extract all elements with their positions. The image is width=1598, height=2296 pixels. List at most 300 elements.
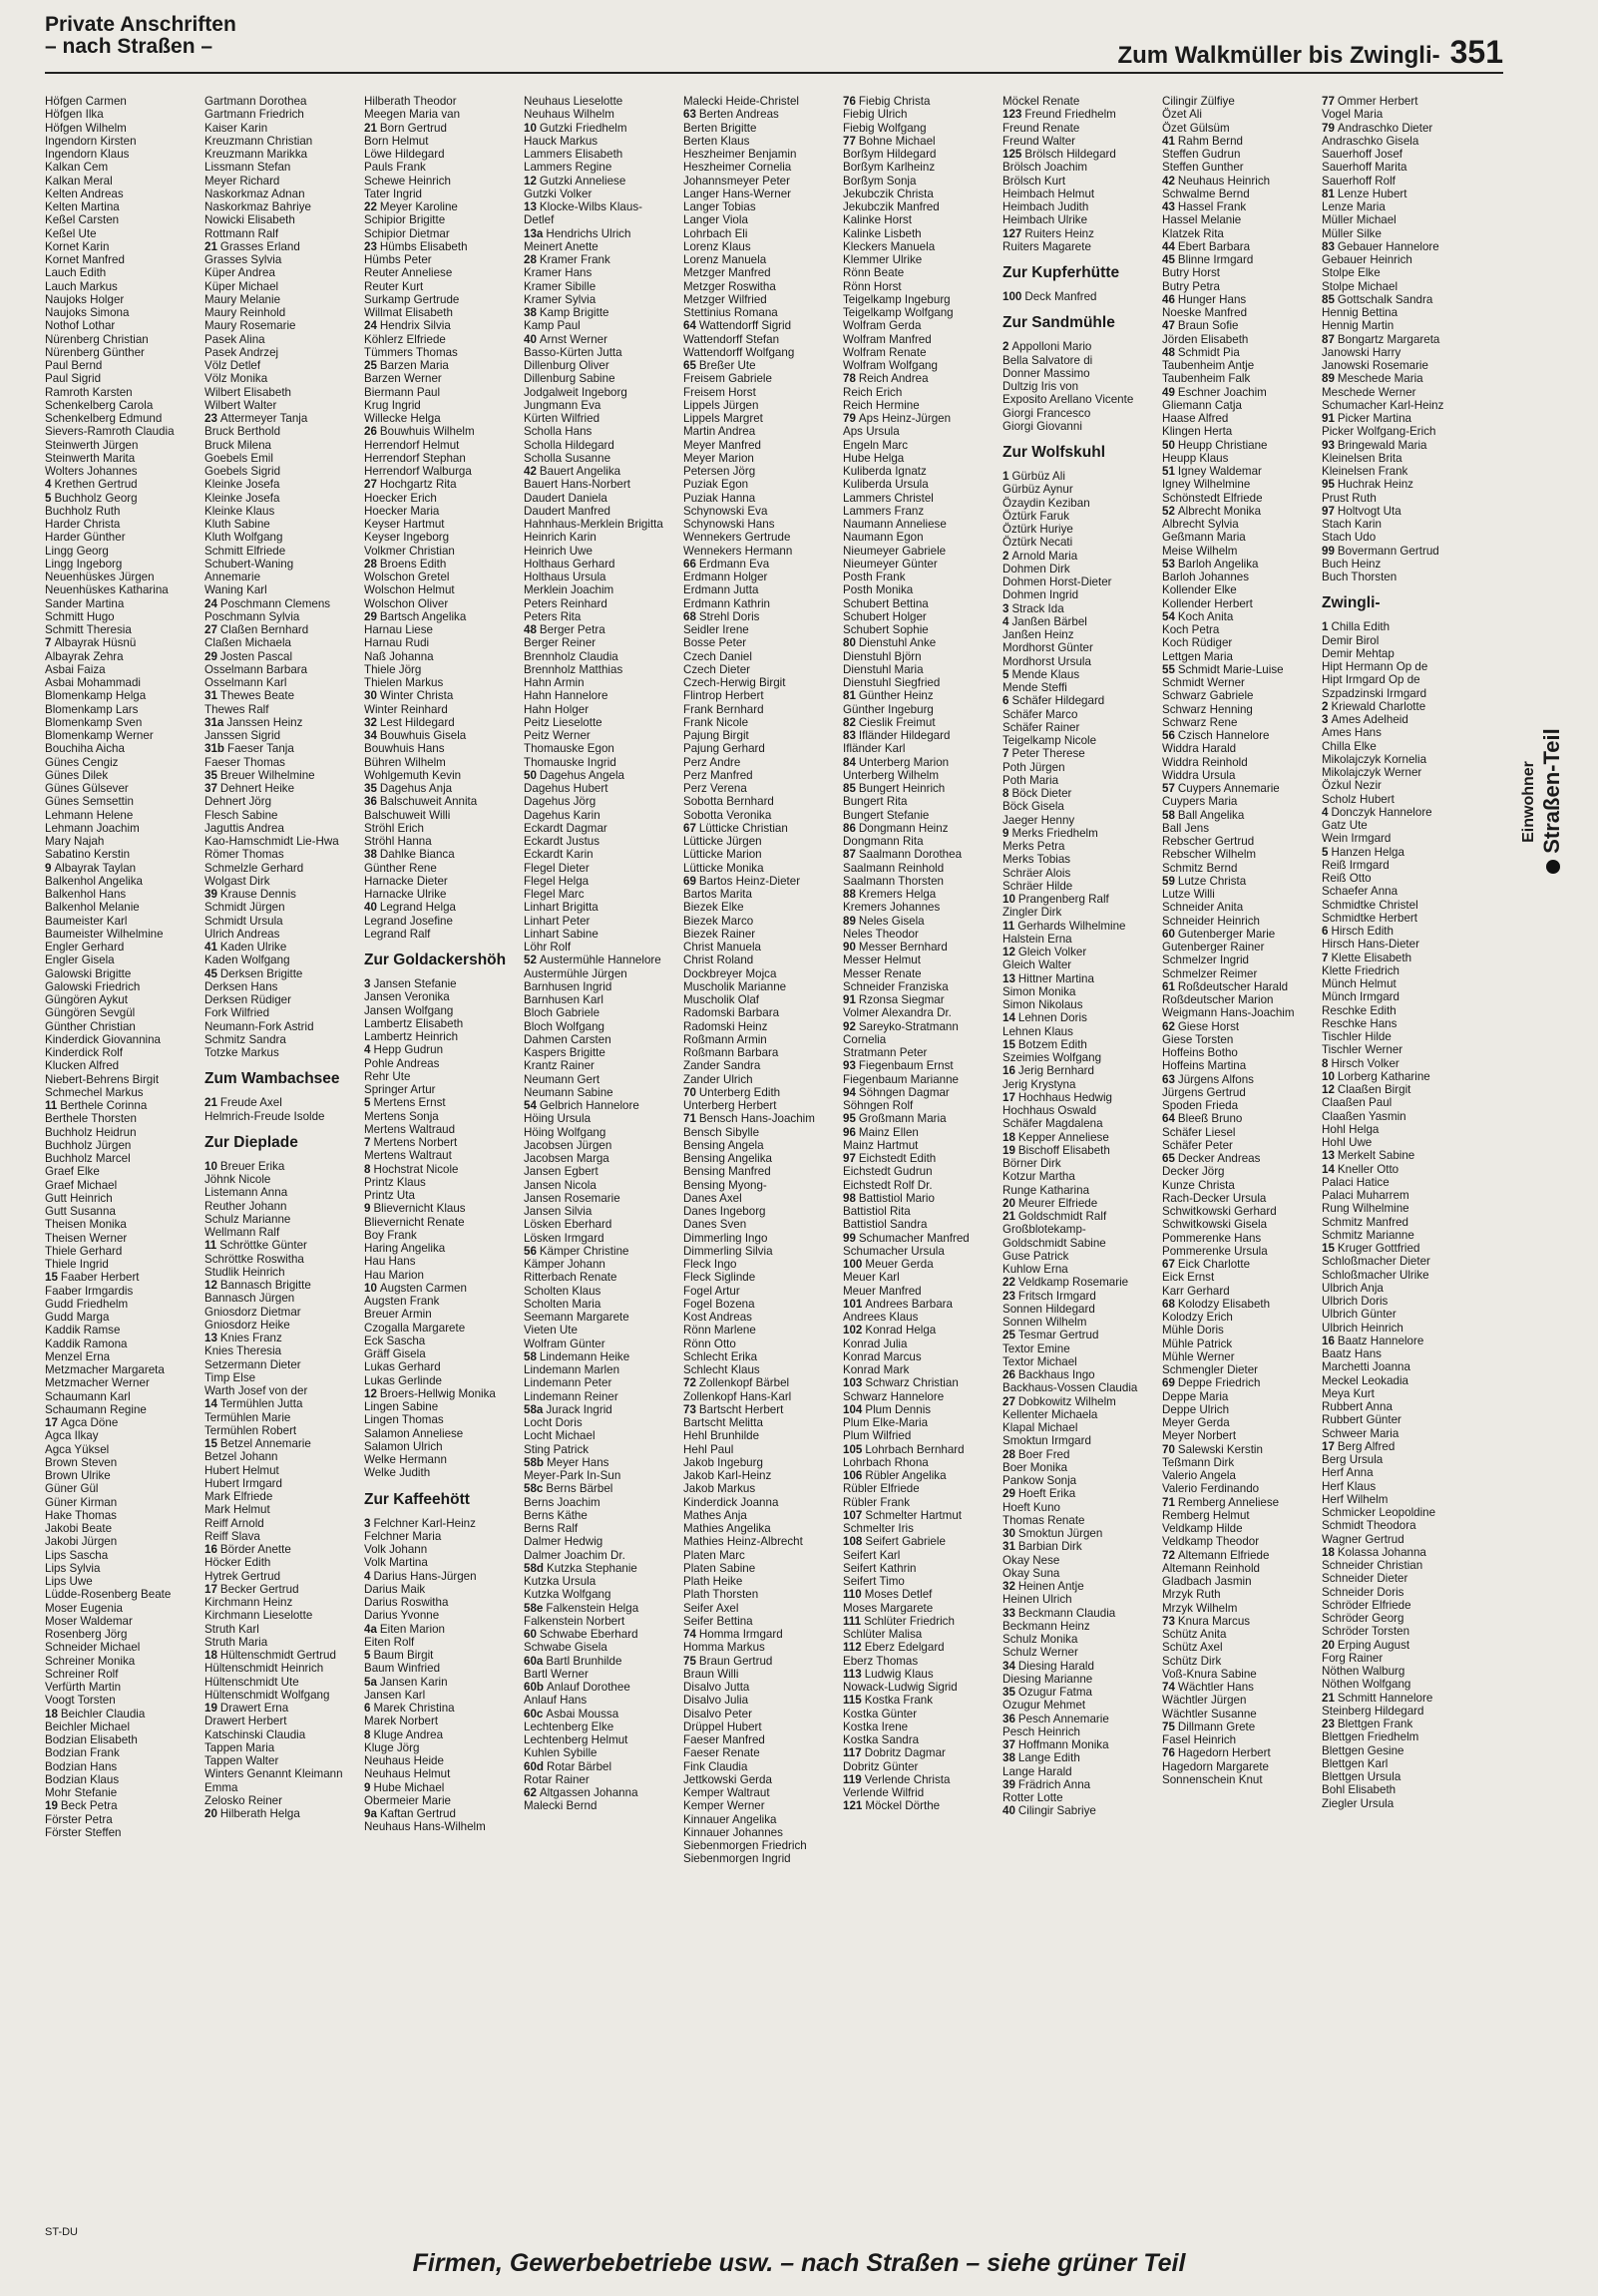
resident-name: Rubbert Günter — [1322, 1413, 1401, 1427]
house-number: 125 — [1002, 148, 1022, 161]
street-heading: Zum Wambachsee — [204, 1070, 340, 1088]
resident-entry — [364, 1308, 526, 1321]
resident-name: Andrees Klaus — [843, 1311, 919, 1324]
resident-entry — [1162, 1271, 1324, 1284]
house-number: 8 — [364, 1162, 371, 1176]
resident-entry — [204, 372, 366, 385]
resident-name: Beckmann Claudia — [1017, 1606, 1116, 1620]
resident-name: Dillmann Grete — [1177, 1720, 1256, 1733]
resident-name: Krethen Gertrud — [54, 478, 138, 492]
resident-entry — [1322, 1374, 1483, 1387]
resident-entry — [843, 1285, 1004, 1298]
resident-name: Lütticke Marion — [683, 848, 762, 862]
house-number: 1 — [1002, 470, 1009, 483]
resident-entry — [364, 1636, 526, 1649]
resident-entry — [683, 1839, 845, 1852]
resident-entry — [524, 782, 685, 795]
resident-entry — [1002, 1461, 1164, 1474]
resident-entry — [204, 888, 366, 901]
resident-name: Breßer Ute — [698, 359, 756, 372]
resident-name: Albrecht Sylvia — [1162, 518, 1239, 531]
resident-name: Lammers Regine — [524, 161, 612, 175]
resident-name: Gudd Friedhelm — [45, 1297, 129, 1311]
resident-entry — [524, 1324, 685, 1337]
resident-entry — [204, 1450, 366, 1463]
resident-entry — [1162, 928, 1324, 941]
resident-name: Veldkamp Rosemarie — [1017, 1276, 1129, 1290]
resident-name: Nöthen Walburg — [1322, 1665, 1405, 1678]
resident-entry — [524, 676, 685, 689]
resident-name: Neuhaus Heide — [364, 1754, 444, 1767]
resident-name: Förster Steffen — [45, 1825, 122, 1839]
resident-entry — [1002, 1329, 1164, 1341]
resident-entry — [1162, 1456, 1324, 1469]
resident-entry — [843, 689, 1004, 702]
resident-entry — [843, 227, 1004, 240]
resident-name: Höcker Edith — [204, 1556, 271, 1570]
resident-entry — [683, 583, 845, 596]
resident-entry — [843, 1338, 1004, 1350]
resident-entry — [1162, 742, 1324, 755]
resident-entry — [1002, 602, 1164, 615]
resident-entry — [1002, 628, 1164, 641]
resident-entry — [1002, 1395, 1164, 1408]
resident-name: Bella Salvatore di — [1002, 353, 1093, 367]
resident-name: Blettgen Frank — [1337, 1718, 1413, 1730]
resident-entry — [524, 135, 685, 148]
resident-entry — [843, 1668, 1004, 1681]
resident-entry — [1002, 1051, 1164, 1064]
resident-entry — [843, 1496, 1004, 1509]
resident-entry — [683, 1298, 845, 1311]
resident-name: Unterberg Wilhelm — [843, 768, 939, 782]
resident-name: Marchetti Joanna — [1322, 1360, 1410, 1374]
resident-name: Dagehus Karin — [524, 808, 600, 822]
section-title: Private Anschriften — [45, 13, 236, 36]
resident-name: Lammers Franz — [843, 504, 925, 518]
resident-entry — [1002, 340, 1164, 353]
resident-entry — [204, 266, 366, 279]
resident-name: Mohr Stefanie — [45, 1786, 118, 1799]
resident-entry — [45, 1139, 206, 1152]
resident-entry — [683, 346, 845, 359]
resident-name: Rubbert Anna — [1322, 1400, 1393, 1413]
resident-entry — [364, 1295, 526, 1308]
resident-entry — [1322, 1744, 1483, 1757]
house-number: 17 — [1002, 1090, 1015, 1104]
resident-entry — [1322, 1136, 1483, 1149]
resident-name: Gartmann Dorothea — [204, 95, 307, 108]
resident-name: Valerio Ferdinando — [1162, 1482, 1260, 1496]
resident-name: Hagedorn Herbert — [1177, 1746, 1271, 1760]
house-number: 23 — [364, 239, 377, 253]
resident-name: Kleinelsen Brita — [1322, 451, 1402, 465]
resident-entry — [364, 610, 526, 623]
resident-entry — [1002, 108, 1164, 121]
resident-entry — [1322, 977, 1483, 990]
resident-name: Roßmann Barbara — [683, 1046, 779, 1059]
resident-entry — [843, 465, 1004, 478]
resident-name: Hahn Armin — [524, 676, 585, 689]
resident-entry — [45, 1338, 206, 1350]
resident-name: Klucken Alfred — [45, 1059, 120, 1073]
resident-name: Sauerhoff Josef — [1322, 148, 1402, 161]
resident-name: Ifländer Karl — [843, 742, 906, 756]
resident-name: Barloh Johannes — [1162, 571, 1250, 583]
house-number: 28 — [364, 557, 377, 571]
resident-name: Jacobsen Marga — [524, 1152, 609, 1165]
resident-entry — [843, 1562, 1004, 1575]
resident-name: Springer Artur — [364, 1083, 436, 1096]
house-number: 63 — [683, 108, 696, 122]
house-number: 33 — [1002, 1606, 1015, 1620]
resident-name: Erdmann Jutta — [683, 583, 759, 597]
resident-name: Darius Maik — [364, 1582, 426, 1596]
resident-entry — [364, 1322, 526, 1335]
resident-name: Rebscher Gertrud — [1162, 835, 1255, 848]
resident-entry — [364, 135, 526, 148]
resident-name: Helmrich-Freude Isolde — [204, 1109, 325, 1123]
resident-entry — [1162, 531, 1324, 544]
house-number: 71 — [1162, 1495, 1175, 1509]
resident-entry — [364, 1189, 526, 1202]
resident-entry — [1322, 399, 1483, 412]
resident-entry — [1322, 1057, 1483, 1070]
resident-entry — [683, 293, 845, 306]
resident-name: Borßym Karlheinz — [843, 161, 936, 175]
resident-entry — [364, 1335, 526, 1347]
resident-name: Scholla Susanne — [524, 451, 611, 465]
resident-name: Faeser Manfred — [683, 1733, 765, 1746]
resident-name: Dagehus Jörg — [524, 795, 597, 809]
resident-entry — [843, 769, 1004, 782]
resident-name: Wennekers Hermann — [683, 544, 793, 558]
resident-entry — [364, 1176, 526, 1189]
resident-name: Kutzka Ursula — [524, 1575, 597, 1588]
resident-entry — [1002, 1237, 1164, 1250]
resident-entry — [204, 1636, 366, 1649]
resident-entry — [364, 518, 526, 531]
resident-entry — [1322, 1083, 1483, 1096]
resident-name: Jerig Bernhard — [1017, 1064, 1094, 1078]
resident-name: Mikolajczyk Werner — [1322, 766, 1422, 779]
resident-name: Poschmann Sylvia — [204, 609, 300, 623]
resident-entry — [683, 1733, 845, 1746]
resident-name: Saalmann Dorothea — [858, 848, 963, 862]
resident-entry — [45, 1549, 206, 1562]
resident-name: Braun Gertrud — [698, 1654, 773, 1668]
resident-entry — [524, 1298, 685, 1311]
resident-name: Dohmen Ingrid — [1002, 588, 1079, 602]
resident-entry — [683, 1588, 845, 1601]
resident-name: Gudd Marga — [45, 1311, 110, 1324]
resident-entry — [1002, 1673, 1164, 1686]
house-number: 75 — [683, 1654, 696, 1668]
resident-entry — [843, 266, 1004, 279]
resident-name: Beichler Claudia — [60, 1707, 146, 1721]
resident-name: Bodzian Hans — [45, 1759, 118, 1773]
resident-entry — [1162, 1086, 1324, 1099]
resident-entry — [1002, 1633, 1164, 1646]
resident-entry — [524, 1429, 685, 1442]
resident-name: Eck Sascha — [364, 1334, 426, 1347]
resident-name: Moses Detlef — [864, 1588, 933, 1602]
resident-name: Kleinke Josefa — [204, 478, 280, 492]
resident-entry — [1322, 1612, 1483, 1625]
resident-name: Beichler Michael — [45, 1720, 131, 1733]
resident-name: Schütz Dirk — [1162, 1654, 1222, 1668]
house-number: 38 — [364, 848, 377, 862]
house-number: 36 — [364, 795, 377, 809]
resident-entry — [1162, 663, 1324, 676]
resident-entry — [45, 729, 206, 742]
resident-name: Perz Verena — [683, 782, 747, 795]
street-heading: Zur Kaffeehött — [364, 1490, 470, 1508]
resident-entry — [1002, 708, 1164, 721]
section-header — [45, 14, 236, 58]
resident-entry — [204, 492, 366, 505]
resident-entry — [524, 372, 685, 385]
resident-name: Wolfram Renate — [843, 345, 927, 359]
resident-entry — [1002, 523, 1164, 536]
resident-name: Agca Yüksel — [45, 1442, 110, 1456]
resident-entry — [683, 875, 845, 888]
resident-entry — [524, 729, 685, 742]
house-number: 22 — [1002, 1276, 1015, 1290]
resident-entry — [1162, 108, 1324, 121]
resident-name: Felchner Maria — [364, 1529, 442, 1543]
resident-entry — [524, 1403, 685, 1416]
resident-name: Asbai Faiza — [45, 662, 106, 676]
resident-name: Guse Patrick — [1002, 1249, 1069, 1263]
house-number: 54 — [524, 1099, 537, 1112]
resident-entry — [45, 1099, 206, 1112]
resident-name: Posth Frank — [843, 571, 906, 583]
resident-name: Brölsch Hildegard — [1024, 148, 1116, 161]
resident-entry — [524, 1602, 685, 1615]
resident-entry — [1162, 915, 1324, 928]
resident-name: Rübler Frank — [843, 1495, 911, 1509]
resident-name: Jaeger Henny — [1002, 813, 1075, 827]
house-number: 35 — [1002, 1686, 1015, 1699]
resident-entry — [204, 1728, 366, 1741]
resident-name: Struth Maria — [204, 1635, 268, 1649]
house-number: 91 — [843, 993, 856, 1006]
resident-name: Metzger Wilfried — [683, 292, 767, 306]
resident-name: Igney Wilhelmine — [1162, 478, 1251, 492]
resident-entry — [1002, 420, 1164, 433]
resident-name: Mathies Heinz-Albrecht — [683, 1535, 803, 1549]
resident-name: Czech Dieter — [683, 662, 751, 676]
resident-entry — [45, 213, 206, 226]
resident-name: Lingen Sabine — [364, 1400, 439, 1413]
house-number: 85 — [1322, 292, 1335, 306]
resident-name: Kornet Manfred — [45, 253, 125, 266]
resident-entry — [843, 716, 1004, 729]
resident-entry — [683, 769, 845, 782]
resident-entry — [204, 1807, 366, 1820]
resident-name: Smoktun Jürgen — [1017, 1527, 1103, 1540]
resident-entry — [524, 888, 685, 901]
resident-name: Austermühle Jürgen — [524, 966, 627, 980]
resident-name: Meyer-Park In-Sun — [524, 1469, 621, 1482]
resident-name: Prangenberg Ralf — [1017, 893, 1109, 906]
resident-entry — [683, 1059, 845, 1072]
resident-entry — [524, 1126, 685, 1139]
resident-entry — [1002, 1131, 1164, 1144]
resident-name: Kaden Wolfgang — [204, 954, 290, 967]
resident-entry — [1322, 306, 1483, 319]
resident-entry — [364, 452, 526, 465]
resident-name: Mainz Hartmut — [843, 1138, 919, 1152]
resident-name: Eichstedt Edith — [858, 1152, 937, 1165]
resident-entry — [364, 1689, 526, 1702]
house-number: 84 — [843, 755, 856, 769]
resident-entry — [45, 412, 206, 425]
resident-name: Mordhorst Ursula — [1002, 654, 1091, 668]
house-number: 31 — [1002, 1540, 1015, 1554]
resident-name: Scholla Hildegard — [524, 438, 614, 452]
house-number: 123 — [1002, 108, 1022, 122]
resident-name: Volk Martina — [364, 1556, 428, 1570]
resident-name: Bleeß Bruno — [1177, 1112, 1243, 1126]
house-number: 11 — [204, 1239, 217, 1253]
resident-entry — [1322, 1493, 1483, 1506]
resident-name: Kostka Irene — [843, 1720, 909, 1733]
resident-entry — [843, 122, 1004, 135]
resident-name: Schmidt Ursula — [204, 914, 283, 928]
resident-name: Schaumann Regine — [45, 1402, 147, 1416]
resident-entry — [1162, 1218, 1324, 1231]
resident-name: Lutze Willi — [1162, 888, 1215, 901]
resident-name: Picker Martina — [1337, 412, 1411, 425]
resident-entry — [1002, 175, 1164, 188]
resident-name: Chilla Edith — [1331, 620, 1391, 634]
resident-name: Poth Jürgen — [1002, 760, 1065, 774]
resident-name: Weigmann Hans-Joachim — [1162, 1006, 1295, 1020]
resident-name: Hilberath Helga — [219, 1807, 300, 1820]
resident-entry — [683, 835, 845, 848]
resident-entry — [1002, 367, 1164, 380]
resident-entry — [683, 227, 845, 240]
resident-name: Kunze Christa — [1162, 1178, 1235, 1192]
resident-name: Josten Pascal — [219, 649, 293, 663]
resident-entry — [1162, 1694, 1324, 1707]
resident-entry — [683, 478, 845, 491]
resident-name: Öztürk Huriye — [1002, 523, 1073, 536]
house-number: 9 — [1002, 826, 1009, 840]
resident-name: Mende Klaus — [1011, 667, 1080, 681]
resident-entry — [45, 993, 206, 1006]
house-number: 65 — [1162, 1152, 1175, 1165]
house-number: 50 — [1162, 438, 1175, 452]
resident-name: Berns Joachim — [524, 1495, 600, 1509]
resident-entry — [683, 1655, 845, 1668]
resident-name: Deck Manfred — [1024, 290, 1097, 303]
resident-name: Kaftan Gertrud — [379, 1807, 456, 1820]
resident-name: Hipt Hermann Op de — [1322, 660, 1428, 673]
resident-entry — [1002, 694, 1164, 707]
resident-name: Lips Sylvia — [45, 1561, 101, 1575]
house-number: 72 — [1162, 1548, 1175, 1562]
house-number: 69 — [683, 874, 696, 888]
resident-entry — [1162, 1020, 1324, 1033]
resident-name: Neuhaus Helmut — [364, 1767, 451, 1781]
resident-entry — [683, 623, 845, 636]
resident-name: Saalmann Reinhold — [843, 861, 945, 875]
resident-name: Hendrichs Ulrich — [546, 226, 631, 240]
resident-entry — [364, 1662, 526, 1675]
resident-entry — [1002, 1368, 1164, 1381]
resident-name: Schwarz Gabriele — [1162, 689, 1254, 703]
side-tab-label: Einwohner — [1520, 761, 1537, 843]
resident-entry — [45, 610, 206, 623]
house-number: 3 — [1002, 601, 1009, 615]
resident-name: Fleck Ingo — [683, 1258, 737, 1271]
resident-entry — [524, 1733, 685, 1746]
house-number: 39 — [204, 888, 217, 901]
resident-entry — [524, 993, 685, 1006]
resident-entry — [364, 742, 526, 755]
resident-name: Kellenter Michaela — [1002, 1407, 1098, 1421]
resident-entry — [204, 1020, 366, 1033]
resident-entry — [1002, 668, 1164, 681]
resident-entry — [843, 1628, 1004, 1641]
resident-entry — [524, 1655, 685, 1668]
resident-entry — [1162, 862, 1324, 875]
resident-entry — [524, 293, 685, 306]
resident-name: Baumeister Wilhelmine — [45, 927, 164, 941]
resident-name: Bongartz Margareta — [1337, 332, 1440, 346]
house-number: 58c — [524, 1482, 544, 1496]
resident-name: Flegel Helga — [524, 874, 590, 888]
resident-entry — [1322, 1440, 1483, 1453]
resident-entry — [843, 1046, 1004, 1059]
resident-name: Martin Andrea — [683, 425, 756, 439]
house-number: 19 — [1002, 1143, 1015, 1157]
resident-name: Kleinke Josefa — [204, 491, 280, 505]
resident-entry — [364, 1466, 526, 1479]
resident-name: Wolters Johannes — [45, 465, 138, 478]
resident-entry — [1322, 1360, 1483, 1373]
house-number: 17 — [1322, 1439, 1335, 1453]
resident-name: Sareyko-Stratmann — [858, 1019, 959, 1033]
resident-entry — [683, 1852, 845, 1865]
resident-entry — [683, 1403, 845, 1416]
resident-name: Reuter Anneliese — [364, 266, 453, 280]
resident-entry — [524, 1668, 685, 1681]
resident-entry — [1162, 545, 1324, 558]
resident-name: Exposito Arellano Vicente — [1002, 393, 1134, 407]
resident-name: Metzmacher Margareta — [45, 1363, 165, 1376]
resident-name: Wolgast Dirk — [204, 874, 270, 888]
resident-entry — [683, 1350, 845, 1363]
resident-name: Rzonsa Siegmar — [858, 993, 945, 1006]
resident-entry — [45, 545, 206, 558]
resident-entry — [524, 1799, 685, 1812]
resident-entry — [1322, 1242, 1483, 1255]
resident-entry — [204, 1200, 366, 1213]
house-number: 5 — [1322, 845, 1329, 859]
resident-entry — [524, 1721, 685, 1733]
resident-name: Salamon Anneliese — [364, 1426, 464, 1440]
resident-name: Berns Käthe — [524, 1508, 588, 1522]
house-number: 58 — [524, 1349, 537, 1363]
resident-name: Mathies Angelika — [683, 1522, 771, 1535]
resident-name: Cieslik Freimut — [858, 715, 936, 729]
resident-name: Falkenstein Helga — [546, 1601, 639, 1615]
resident-entry — [364, 663, 526, 676]
